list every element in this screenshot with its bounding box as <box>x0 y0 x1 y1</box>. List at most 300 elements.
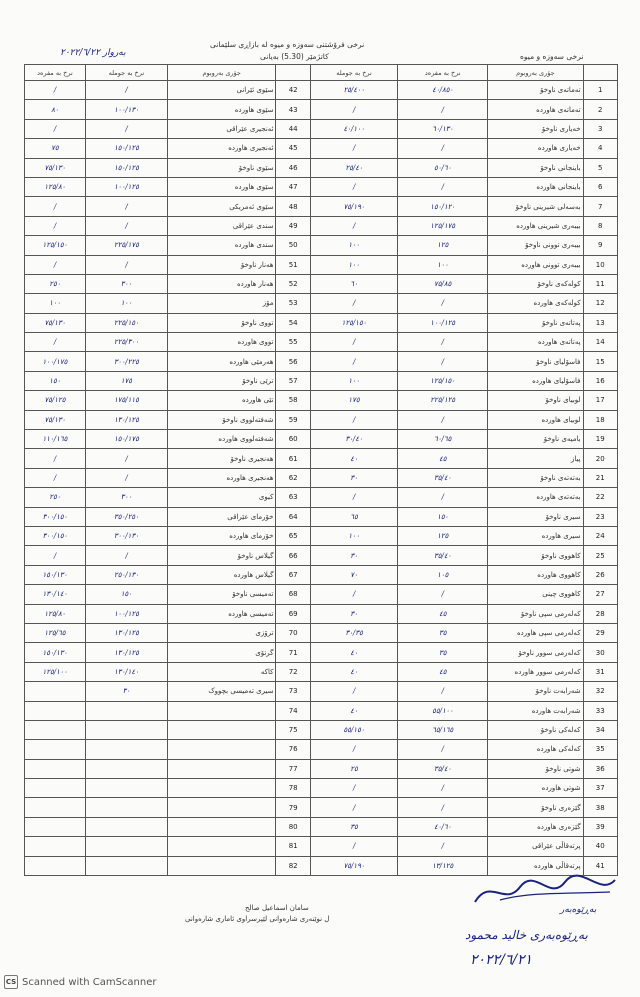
cell-right-wholesale: / <box>310 294 397 313</box>
cell-right-wholesale: ١٠٠ <box>310 236 397 255</box>
cell-right-retail: / <box>398 139 488 158</box>
cell-right-name: پرتەقاڵی عێراقی <box>488 837 583 856</box>
cell-left-wholesale: ٢٥٠/١٣٠ <box>85 565 167 584</box>
cell-right-number: 41 <box>583 856 617 875</box>
cell-right-wholesale: ١٠٠ <box>310 255 397 274</box>
cell-right-retail: ٤٥ <box>398 604 488 623</box>
cell-left-retail <box>25 837 86 856</box>
cell-left-number: 52 <box>276 274 310 293</box>
cell-right-wholesale: ٣٠ <box>310 604 397 623</box>
table-row <box>25 759 618 778</box>
cell-left-wholesale: ١٣٠/١٤٠ <box>85 662 167 681</box>
table-row <box>25 294 618 313</box>
header-num-left <box>276 65 310 81</box>
camscanner-watermark <box>4 975 157 989</box>
cell-left-name <box>167 837 276 856</box>
cell-right-retail: / <box>398 682 488 701</box>
cell-right-number: 1 <box>583 81 617 100</box>
cell-right-name: کاهووی ناوخۆ <box>488 546 583 565</box>
cell-right-name: لوبیای هاوردە <box>488 410 583 429</box>
cell-right-retail: ٥٠/٦٠ <box>398 158 488 177</box>
header-wholesale-left: نرخ بە جوملە <box>85 65 167 81</box>
cell-left-retail: ٧٥/١٢٥ <box>25 391 86 410</box>
cell-left-name <box>167 720 276 739</box>
cell-left-wholesale <box>85 740 167 759</box>
cell-left-name: کیوی <box>167 488 276 507</box>
cell-right-name: بیبەری توونی هاوردە <box>488 255 583 274</box>
cell-left-number: 59 <box>276 410 310 429</box>
cell-right-retail: / <box>398 837 488 856</box>
cell-right-retail: ١٢٥ <box>398 526 488 545</box>
cell-right-number: 5 <box>583 158 617 177</box>
cell-left-wholesale <box>85 798 167 817</box>
cell-left-number: 42 <box>276 81 310 100</box>
table-row <box>25 81 618 100</box>
cell-right-number: 27 <box>583 585 617 604</box>
cell-left-number: 51 <box>276 255 310 274</box>
cell-left-name: سێوی هاوردە <box>167 177 276 196</box>
cell-left-retail: / <box>25 468 86 487</box>
cell-left-name: کاکە <box>167 662 276 681</box>
cell-left-retail: ٧٥/١٣٠ <box>25 410 86 429</box>
cell-right-name: کەلەرمی سپی هاوردە <box>488 623 583 642</box>
cell-right-name: بەتەتەی هاوردە <box>488 488 583 507</box>
cell-left-name: ترۆزی <box>167 623 276 642</box>
cell-left-name: گرتۆی <box>167 643 276 662</box>
cell-left-wholesale: / <box>85 81 167 100</box>
cell-right-retail: ٢٢٥/١٢٥ <box>398 391 488 410</box>
cell-left-number: 50 <box>276 236 310 255</box>
cell-right-number: 18 <box>583 410 617 429</box>
cell-right-wholesale: / <box>310 798 397 817</box>
cell-left-number: 62 <box>276 468 310 487</box>
camscanner-label: Scanned with CamScanner <box>22 976 157 988</box>
cell-right-number: 8 <box>583 216 617 235</box>
cell-right-name: سیری ناوخۆ <box>488 507 583 526</box>
cell-right-retail: ٦٠/١٣٠ <box>398 119 488 138</box>
header-wholesale-right: نرخ بە جوملە <box>310 65 397 81</box>
cell-right-wholesale: ٤٠ <box>310 701 397 720</box>
cell-left-number: 44 <box>276 119 310 138</box>
cell-right-name: پیاز <box>488 449 583 468</box>
cell-right-wholesale: / <box>310 740 397 759</box>
cell-left-number: 77 <box>276 759 310 778</box>
table-row <box>25 371 618 390</box>
cell-right-wholesale: / <box>310 488 397 507</box>
cell-right-retail: ١٢٥ <box>398 236 488 255</box>
cell-right-number: 21 <box>583 468 617 487</box>
cell-left-name: هەنجیری ناوخۆ <box>167 449 276 468</box>
cell-right-name: پەتاتەی هاوردە <box>488 333 583 352</box>
cell-left-number: 53 <box>276 294 310 313</box>
cell-left-retail: / <box>25 81 86 100</box>
cell-right-name: بەتەتەی ناوخۆ <box>488 468 583 487</box>
cell-left-retail <box>25 701 86 720</box>
cell-left-wholesale: ١٥٠/١٢٥ <box>85 139 167 158</box>
cell-right-name: باینجانی هاوردە <box>488 177 583 196</box>
table-row <box>25 488 618 507</box>
table-row <box>25 430 618 449</box>
cell-left-retail: / <box>25 449 86 468</box>
cell-left-name: سندی هاوردە <box>167 236 276 255</box>
table-row <box>25 352 618 371</box>
table-row <box>25 313 618 332</box>
cell-left-retail <box>25 682 86 701</box>
cell-left-name: تووی هاوردە <box>167 333 276 352</box>
cell-left-retail <box>25 759 86 778</box>
cell-left-wholesale <box>85 837 167 856</box>
cell-left-wholesale: ٣٠ <box>85 682 167 701</box>
cell-right-retail: ١٢٥/١٧٥ <box>398 216 488 235</box>
cell-left-number: 49 <box>276 216 310 235</box>
cell-left-name: هەنجیری هاوردە <box>167 468 276 487</box>
cell-left-name: ئەنجیری هاوردە <box>167 139 276 158</box>
cell-right-number: 16 <box>583 371 617 390</box>
table-row <box>25 119 618 138</box>
cell-left-wholesale: ١٧٥ <box>85 371 167 390</box>
cell-right-name: پرتەقاڵی هاوردە <box>488 856 583 875</box>
cell-right-wholesale: / <box>310 585 397 604</box>
cell-right-wholesale: ٢٥ <box>310 759 397 778</box>
cell-right-name: شەرابەت هاوردە <box>488 701 583 720</box>
cell-right-wholesale: ٣٠ <box>310 468 397 487</box>
cell-right-number: 34 <box>583 720 617 739</box>
cell-left-retail: ١٢٥/١٥٠ <box>25 236 86 255</box>
cell-left-retail: ١٢٥/٦٥ <box>25 623 86 642</box>
cell-left-retail: ٧٥/١٣٠ <box>25 313 86 332</box>
cell-left-number: 82 <box>276 856 310 875</box>
cell-left-name: تووی ناوخۆ <box>167 313 276 332</box>
cell-left-wholesale: ٢٢٥/٣٠٠ <box>85 333 167 352</box>
cell-left-number: 48 <box>276 197 310 216</box>
cell-right-number: 4 <box>583 139 617 158</box>
cell-right-name: لوبیای ناوخۆ <box>488 391 583 410</box>
table-row <box>25 701 618 720</box>
cell-left-number: 74 <box>276 701 310 720</box>
cell-left-number: 43 <box>276 100 310 119</box>
cell-left-wholesale <box>85 701 167 720</box>
cell-left-number: 78 <box>276 779 310 798</box>
table-header-row <box>25 65 618 81</box>
cell-right-retail: ٥٥/١٠٠ <box>398 701 488 720</box>
table-row <box>25 333 618 352</box>
cell-left-retail: ٢٥٠ <box>25 488 86 507</box>
cell-left-retail <box>25 798 86 817</box>
cell-left-wholesale: ٣٠٠ <box>85 274 167 293</box>
cell-left-retail: / <box>25 197 86 216</box>
cell-right-retail: ٦٠/٦٥ <box>398 430 488 449</box>
cell-right-wholesale: ١٧٥ <box>310 391 397 410</box>
cell-left-wholesale <box>85 720 167 739</box>
cell-left-name: ترێی ناوخۆ <box>167 371 276 390</box>
cell-left-wholesale: ١٣٠/١٢٥ <box>85 410 167 429</box>
cell-right-name: فاسۆلیای ناوخۆ <box>488 352 583 371</box>
cell-right-wholesale: ٧٥/١٩٠ <box>310 197 397 216</box>
cell-left-number: 47 <box>276 177 310 196</box>
cell-left-wholesale: ١٥٠ <box>85 585 167 604</box>
cell-left-wholesale: / <box>85 546 167 565</box>
table-row <box>25 177 618 196</box>
cell-left-number: 70 <box>276 623 310 642</box>
cell-right-number: 33 <box>583 701 617 720</box>
cell-right-name: تەماتەی ناوخۆ <box>488 81 583 100</box>
cell-right-retail: / <box>398 333 488 352</box>
cell-left-name: سێوی ئێرانی <box>167 81 276 100</box>
cell-left-retail: ١٥٠/١٣٠ <box>25 643 86 662</box>
cell-right-name: شوتی هاوردە <box>488 779 583 798</box>
cell-left-retail <box>25 856 86 875</box>
cell-right-number: 10 <box>583 255 617 274</box>
cell-right-number: 31 <box>583 662 617 681</box>
cell-left-name: ئەنجیری عێراقی <box>167 119 276 138</box>
cell-right-wholesale: ١٢٥/١٥٠ <box>310 313 397 332</box>
cell-left-number: 57 <box>276 371 310 390</box>
cell-left-retail <box>25 740 86 759</box>
cell-right-name: کەلەکی ناوخۆ <box>488 720 583 739</box>
cell-right-number: 11 <box>583 274 617 293</box>
cell-right-name: کولەکەی هاوردە <box>488 294 583 313</box>
cell-right-retail: ٣٥/٤٠ <box>398 546 488 565</box>
cell-left-retail: ٢٥٠ <box>25 274 86 293</box>
cell-right-retail: / <box>398 798 488 817</box>
cell-left-retail <box>25 817 86 836</box>
cell-right-number: 24 <box>583 526 617 545</box>
report-date: بەروار ٢٠٢٢/٦/٢٢ <box>60 48 126 58</box>
cell-right-retail: ٣٥/٤٠ <box>398 759 488 778</box>
cell-left-wholesale: ١٣٠/١٢٥ <box>85 623 167 642</box>
cell-right-name: خەیاری ناوخۆ <box>488 119 583 138</box>
cell-left-number: 64 <box>276 507 310 526</box>
cell-left-name: خۆرمای هاوردە <box>167 526 276 545</box>
cell-left-name <box>167 798 276 817</box>
cell-right-number: 25 <box>583 546 617 565</box>
table-row <box>25 139 618 158</box>
table-row <box>25 507 618 526</box>
cell-right-name: تەماتەی هاوردە <box>488 100 583 119</box>
cell-right-wholesale: ٧٥/١٩٠ <box>310 856 397 875</box>
cell-left-wholesale: ١٠٠ <box>85 294 167 313</box>
cell-right-name: فاسۆلیای هاوردە <box>488 371 583 390</box>
cell-left-retail: ١١٠/١٦٥ <box>25 430 86 449</box>
cell-right-number: 29 <box>583 623 617 642</box>
table-row <box>25 798 618 817</box>
cell-left-number: 55 <box>276 333 310 352</box>
cell-left-number: 71 <box>276 643 310 662</box>
cell-right-name: پەتاتەی ناوخۆ <box>488 313 583 332</box>
cell-left-wholesale: ٣٠٠ <box>85 488 167 507</box>
cell-left-wholesale: / <box>85 468 167 487</box>
cell-left-name: خۆرمای عێراقی <box>167 507 276 526</box>
cell-right-wholesale: ١٠٠ <box>310 371 397 390</box>
cell-right-number: 38 <box>583 798 617 817</box>
signature-name: بەڕێوەبەری خالید محمود <box>465 928 588 942</box>
cell-left-wholesale: / <box>85 216 167 235</box>
header-num-right <box>583 65 617 81</box>
cell-right-wholesale: ٦٠ <box>310 274 397 293</box>
cell-right-retail: ١٥٠/١٢٠ <box>398 197 488 216</box>
preparer-title: ل نوێنەری شارەوانی لێپرسراوی ئاماری شارەوانی <box>185 915 330 923</box>
cell-right-wholesale: ٤٠ <box>310 643 397 662</box>
cell-right-wholesale: ٦٥ <box>310 507 397 526</box>
table-row <box>25 623 618 642</box>
cell-right-name: شەرابەت ناوخۆ <box>488 682 583 701</box>
cell-right-wholesale: ٢٥/٤٠٠ <box>310 81 397 100</box>
cell-right-retail: ١٣/١٢٥ <box>398 856 488 875</box>
cell-left-wholesale: ١٣٠/١٢٥ <box>85 643 167 662</box>
cell-left-name: شەفتەلووی هاوردە <box>167 430 276 449</box>
cell-right-retail: / <box>398 779 488 798</box>
table-row <box>25 197 618 216</box>
cell-right-retail: ١٠٠ <box>398 255 488 274</box>
table-row <box>25 682 618 701</box>
cell-left-name: تەمیسی هاوردە <box>167 604 276 623</box>
cell-right-retail: / <box>398 294 488 313</box>
cell-right-number: 19 <box>583 430 617 449</box>
cell-right-wholesale: / <box>310 779 397 798</box>
header-name-right: جۆری بەروبوم <box>488 65 583 81</box>
cell-left-wholesale: ٣٠٠/٢٢٥ <box>85 352 167 371</box>
cell-right-name: کەلەرمی سوور ناوخۆ <box>488 643 583 662</box>
cell-left-name: سێوی ئەمریکی <box>167 197 276 216</box>
table-row <box>25 391 618 410</box>
cell-left-wholesale <box>85 779 167 798</box>
cell-right-number: 17 <box>583 391 617 410</box>
cell-right-retail: ٤٥ <box>398 662 488 681</box>
cell-right-name: شوتی ناوخۆ <box>488 759 583 778</box>
cell-right-number: 3 <box>583 119 617 138</box>
cell-left-number: 46 <box>276 158 310 177</box>
cell-left-wholesale: / <box>85 197 167 216</box>
cell-right-number: 7 <box>583 197 617 216</box>
cell-right-name: بەسەلی شیرینی ناوخۆ <box>488 197 583 216</box>
cell-right-wholesale: ٣٠/٤٠ <box>310 430 397 449</box>
cell-left-wholesale: ١٥٠/١٧٥ <box>85 430 167 449</box>
cell-right-name: باینجانی ناوخۆ <box>488 158 583 177</box>
cell-left-number: 69 <box>276 604 310 623</box>
cell-left-wholesale: ٢٢٥/١٥٠ <box>85 313 167 332</box>
cell-right-number: 36 <box>583 759 617 778</box>
cell-left-name: سندی عێراقی <box>167 216 276 235</box>
signature-date: ٢٠٢٢/٦/٢١ <box>470 952 533 968</box>
table-row <box>25 410 618 429</box>
cell-left-name: مۆز <box>167 294 276 313</box>
cell-right-retail: ١٠٠/١٢٥ <box>398 313 488 332</box>
signature-scribble <box>470 872 620 912</box>
cell-left-retail: ٣٠٠/١٥٠ <box>25 526 86 545</box>
table-row <box>25 565 618 584</box>
header-name-left: جۆری بەروبوم <box>167 65 276 81</box>
cell-left-retail: ١٢٥/٨٠ <box>25 604 86 623</box>
cell-right-number: 30 <box>583 643 617 662</box>
cell-right-wholesale: ٤٠ <box>310 449 397 468</box>
preparer-name: سامان اسماعیل صالح <box>245 904 309 912</box>
table-row <box>25 236 618 255</box>
signature-label: بەڕێوەبەر <box>560 905 597 915</box>
cell-left-number: 73 <box>276 682 310 701</box>
cell-right-retail: / <box>398 177 488 196</box>
cell-left-number: 75 <box>276 720 310 739</box>
cell-left-retail: / <box>25 255 86 274</box>
cell-left-number: 66 <box>276 546 310 565</box>
cell-right-retail: ٤٥ <box>398 449 488 468</box>
cell-left-name: گیلاس ناوخۆ <box>167 546 276 565</box>
table-row <box>25 779 618 798</box>
cell-right-wholesale: ٤٠ <box>310 662 397 681</box>
cell-right-wholesale: / <box>310 177 397 196</box>
table-row <box>25 643 618 662</box>
cell-right-number: 6 <box>583 177 617 196</box>
cell-right-retail: ٣٥ <box>398 643 488 662</box>
cell-left-wholesale: ٢٢٥/١٧٥ <box>85 236 167 255</box>
cell-left-number: 58 <box>276 391 310 410</box>
document-title: نرخی فرۆشتنی سەوزە و میوە لە بازاڕی سلێمانی <box>210 40 365 49</box>
table-row <box>25 449 618 468</box>
cell-left-retail: / <box>25 119 86 138</box>
cell-right-wholesale: / <box>310 100 397 119</box>
cell-right-retail: ٣٥/٤٠ <box>398 468 488 487</box>
cell-right-wholesale: ٧٠ <box>310 565 397 584</box>
cell-left-wholesale: ١٧٥/١١٥ <box>85 391 167 410</box>
cell-right-wholesale: / <box>310 139 397 158</box>
cell-left-number: 76 <box>276 740 310 759</box>
table-row <box>25 216 618 235</box>
table-body <box>25 81 618 876</box>
cell-left-name: تەمیسی ناوخۆ <box>167 585 276 604</box>
cell-right-name: کاهووی چینی <box>488 585 583 604</box>
cell-left-number: 79 <box>276 798 310 817</box>
cell-right-number: 32 <box>583 682 617 701</box>
cell-left-wholesale: ١٥٠/١٢٥ <box>85 158 167 177</box>
cell-right-name: کەلەرمی سپی ناوخۆ <box>488 604 583 623</box>
table-row <box>25 468 618 487</box>
cell-left-wholesale: / <box>85 449 167 468</box>
cell-right-wholesale: / <box>310 333 397 352</box>
cell-right-name: گێزەری ناوخۆ <box>488 798 583 817</box>
cell-right-wholesale: ٣٠ <box>310 546 397 565</box>
cell-left-wholesale <box>85 759 167 778</box>
report-time: کاتژمێر (5.30) بەیانی <box>260 52 329 61</box>
cell-right-wholesale: ٤٠/١٠٠ <box>310 119 397 138</box>
cell-left-number: 63 <box>276 488 310 507</box>
cell-right-retail: / <box>398 488 488 507</box>
cell-right-name: کاهووی هاوردە <box>488 565 583 584</box>
cell-left-number: 67 <box>276 565 310 584</box>
cell-right-number: 40 <box>583 837 617 856</box>
cell-right-number: 13 <box>583 313 617 332</box>
cell-left-number: 60 <box>276 430 310 449</box>
cell-left-name: هەرمێی هاوردە <box>167 352 276 371</box>
cell-right-name: بامیەی ناوخۆ <box>488 430 583 449</box>
cell-right-name: بیبەری شیرینی هاوردە <box>488 216 583 235</box>
cell-right-retail: ٤٠/٦٠ <box>398 817 488 836</box>
cell-left-retail: ١٢٥/٨٠ <box>25 177 86 196</box>
table-row <box>25 546 618 565</box>
cell-right-number: 39 <box>583 817 617 836</box>
cell-left-number: 61 <box>276 449 310 468</box>
cell-right-number: 12 <box>583 294 617 313</box>
cell-right-number: 37 <box>583 779 617 798</box>
header-retail-right: نرخ بە مفرەد <box>398 65 488 81</box>
table-row <box>25 158 618 177</box>
cell-left-wholesale <box>85 817 167 836</box>
table-row <box>25 662 618 681</box>
cell-right-retail: / <box>398 740 488 759</box>
cell-left-retail: / <box>25 216 86 235</box>
cell-left-retail: ١٣٠/١٤٠ <box>25 585 86 604</box>
cell-right-number: 15 <box>583 352 617 371</box>
cell-left-retail: ١٠٠/١٧٥ <box>25 352 86 371</box>
cell-right-name: کەلەکی هاوردە <box>488 740 583 759</box>
